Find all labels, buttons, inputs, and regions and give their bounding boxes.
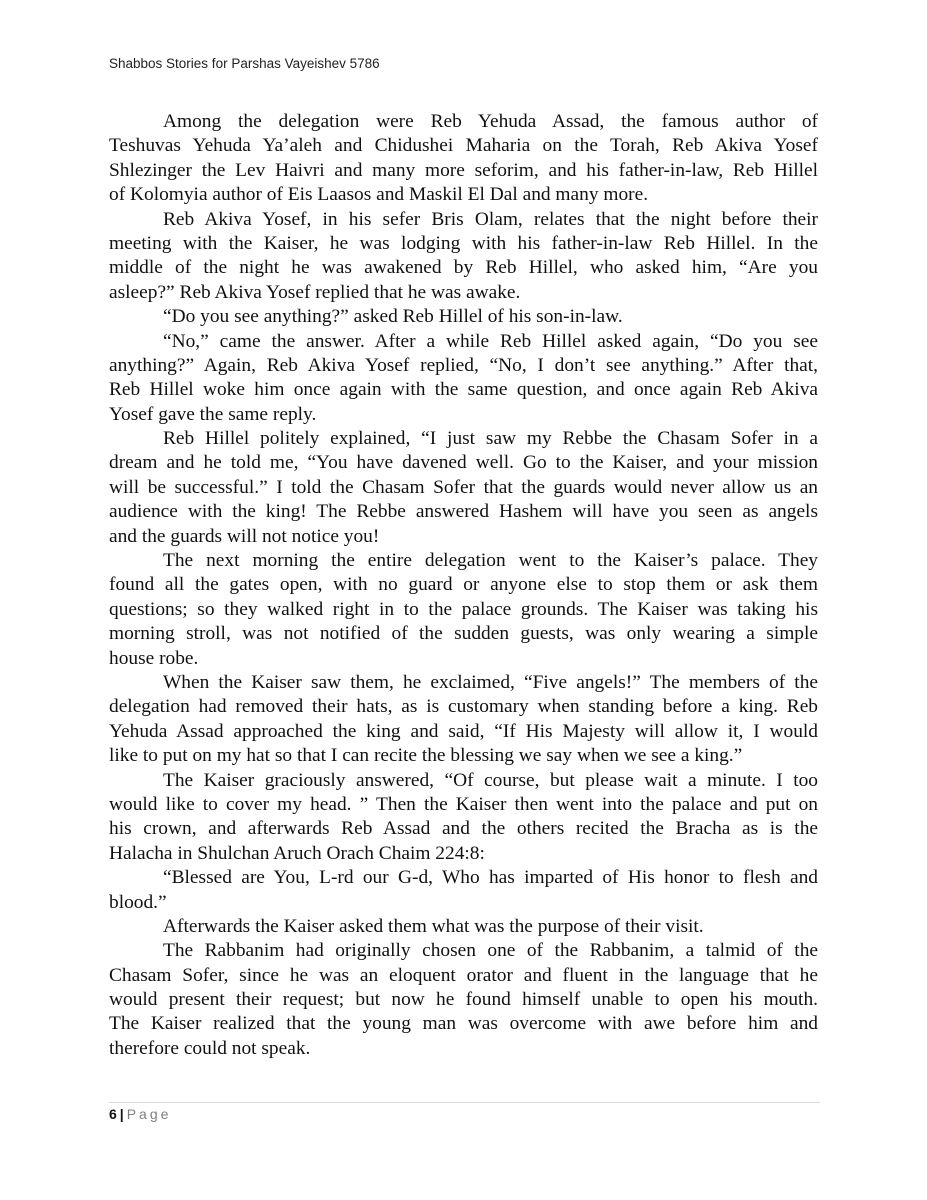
- text-line: would present their request; but now he found himself unable to open his mouth.: [109, 989, 818, 1011]
- text-line: “Do you see anything?” asked Reb Hillel of his son-in-law.: [163, 306, 623, 328]
- paragraph: [109, 915, 818, 939]
- text-line: of Kolomyia author of Eis Laasos and Maskil El Dal and many more.: [109, 184, 649, 206]
- text-line: When the Kaiser saw them, he exclaimed, “Five angels!” The members of the: [163, 671, 818, 693]
- text-line: “No,” came the answer. After a while Reb Hillel asked again, “Do you see: [163, 330, 818, 352]
- text-line: Teshuvas Yehuda Ya’aleh and Chidushei Maharia on the Torah, Reb Akiva Yosef: [109, 135, 818, 157]
- text-line: blood.”: [109, 891, 167, 913]
- paragraph: [109, 110, 818, 208]
- text-line: meeting with the Kaiser, he was lodging with his father-in-law Reb Hillel. In the: [109, 232, 818, 254]
- paragraph: [109, 330, 818, 428]
- text-line: like to put on my hat so that I can recite the blessing we say when we see a king.”: [109, 745, 743, 767]
- text-line: Reb Hillel politely explained, “I just saw my Rebbe the Chasam Sofer in a: [163, 428, 818, 450]
- text-line: Reb Hillel woke him once again with the same question, and once again Reb Akiva: [109, 379, 818, 401]
- text-line: will be successful.” I told the Chasam Sofer that the guards would never allow us an: [109, 476, 818, 498]
- page-footer: [109, 1106, 171, 1122]
- text-line: middle of the night he was awakened by Reb Hillel, who asked him, “Are you: [109, 257, 818, 279]
- paragraph: [109, 208, 818, 306]
- text-line: Afterwards the Kaiser asked them what was the purpose of their visit.: [163, 915, 704, 937]
- text-line: “Blessed are You, L-rd our G-d, Who has imparted of His honor to flesh and: [163, 867, 818, 889]
- text-line: Reb Akiva Yosef, in his sefer Bris Olam, relates that the night before their: [163, 208, 818, 230]
- paragraph: [109, 427, 818, 549]
- paragraph: [109, 671, 818, 769]
- text-line: Yehuda Assad approached the king and said, “If His Majesty will allow it, I would: [109, 720, 818, 742]
- text-line: dream and he told me, “You have davened well. Go to the Kaiser, and your mission: [109, 452, 818, 474]
- page-label: Page: [126, 1106, 172, 1122]
- text-line: audience with the king! The Rebbe answered Hashem will have you seen as angels: [109, 501, 818, 523]
- text-line: would like to cover my head. ” Then the Kaiser then went into the palace and put on: [109, 793, 818, 815]
- footer-separator: |: [119, 1106, 124, 1122]
- text-line: found all the gates open, with no guard or anyone else to stop them or ask them: [109, 574, 818, 596]
- text-line: The Kaiser graciously answered, “Of course, but please wait a minute. I too: [163, 769, 818, 791]
- text-line: questions; so they walked right in to the palace grounds. The Kaiser was taking his: [109, 598, 818, 620]
- paragraph: [109, 305, 818, 329]
- document-body: [109, 110, 818, 1061]
- text-line: Halacha in Shulchan Aruch Orach Chaim 224:8:: [109, 842, 485, 864]
- text-line: The next morning the entire delegation went to the Kaiser’s palace. They: [163, 550, 818, 572]
- running-header: Shabbos Stories for Parshas Vayeishev 5786: [109, 56, 380, 71]
- text-line: his crown, and afterwards Reb Assad and the others recited the Bracha as is the: [109, 818, 818, 840]
- text-line: delegation had removed their hats, as is customary when standing before a king. Reb: [109, 696, 818, 718]
- text-line: The Kaiser realized that the young man was overcome with awe before him and: [109, 1013, 818, 1035]
- text-line: house robe.: [109, 647, 199, 669]
- page-number: 6: [109, 1106, 117, 1122]
- paragraph: [109, 769, 818, 867]
- text-line: Among the delegation were Reb Yehuda Assad, the famous author of: [163, 111, 818, 132]
- paragraph: [109, 866, 818, 915]
- paragraph: [109, 549, 818, 671]
- text-line: and the guards will not notice you!: [109, 525, 380, 547]
- paragraph: [109, 939, 818, 1061]
- text-line: Chasam Sofer, since he was an eloquent orator and fluent in the language that he: [109, 964, 818, 986]
- text-line: anything?” Again, Reb Akiva Yosef replied, “No, I don’t see anything.” After that,: [109, 354, 818, 376]
- text-line: Yosef gave the same reply.: [109, 403, 317, 425]
- text-line: Shlezinger the Lev Haivri and many more seforim, and his father-in-law, Reb Hillel: [109, 159, 818, 181]
- text-line: morning stroll, was not notified of the sudden guests, was only wearing a simple: [109, 623, 818, 645]
- text-line: The Rabbanim had originally chosen one of the Rabbanim, a talmid of the: [163, 940, 818, 962]
- footer-divider: [109, 1102, 820, 1103]
- text-line: therefore could not speak.: [109, 1037, 311, 1059]
- text-line: asleep?” Reb Akiva Yosef replied that he was awake.: [109, 281, 521, 303]
